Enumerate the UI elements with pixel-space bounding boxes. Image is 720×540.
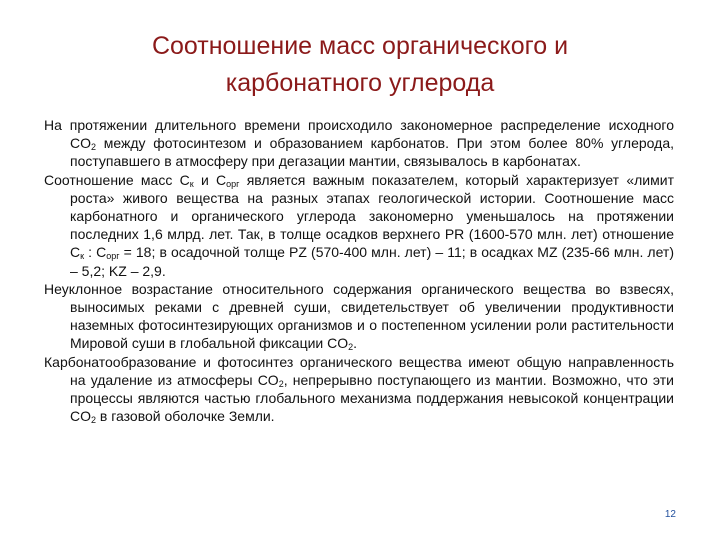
p1-text-b: между фотосинтезом и образованием карбонатов. При этом более 80% углерода, поступавшего в атмосферу при дегазации мантии, связывалось в карбонатах. (70, 135, 674, 170)
p2-text-a: Соотношение масс C (44, 171, 190, 188)
p2-text-c: является важным показателем, который характеризует «лимит роста» живого вещества на разных этапах геологической истории. Соотношение масс карбонатного и органического углерода закономерно уменьшалось на протяжении последних 1,6 млрд. лет. Так, в толще осадков верхнего PR (1600-570 млн. лет) отношение C (70, 171, 674, 261)
slide-body (44, 116, 674, 425)
slide-title (60, 28, 660, 102)
p2-sub-4: орг (106, 251, 120, 262)
p2-text-d: : C (84, 244, 107, 261)
p1-sub-1: 2 (91, 142, 97, 153)
p2-sub-1: к (189, 178, 194, 189)
page-number: 12 (664, 509, 676, 520)
p4-text-c: в газовой оболочке Земли. (96, 408, 275, 425)
p4-text-b: , непрерывно поступающего из мантии. Возможно, что эти процессы являются частью глобального механизма поддержания невысокой концентрации CO (70, 371, 674, 425)
p3-text-b: . (353, 335, 358, 352)
title-line-1: Соотношение масс органического и (151, 32, 569, 60)
paragraph-1 (44, 116, 674, 171)
p2-sub-2: орг (226, 178, 240, 189)
paragraph-4 (44, 353, 674, 426)
p1-text-a: На протяжении длительного времени происходило закономерное распределение исходного CO (44, 117, 674, 152)
p4-text-a: Карбонатообразование и фотосинтез органического вещества имеют общую направленность на удаление из атмосферы CO (44, 353, 674, 388)
paragraph-2 (44, 171, 674, 280)
p3-text-a: Неуклонное возрастание относительного содержания органического вещества во взвесях, выносимых реками с древней суши, свидетельствует об увеличении продуктивности наземных фотосинтезирующих организмов и о постепенном усилении роли растительности Мировой суши в глобальной фиксации CO (44, 280, 674, 352)
p2-text-e: = 18; в осадочной толще PZ (570-400 млн. лет) – 11; в осадках MZ (235-66 млн. лет) – 5,2; KZ – 2,9. (70, 244, 674, 279)
p2-sub-3: к (80, 251, 85, 262)
p3-sub-1: 2 (348, 342, 354, 353)
p4-sub-1: 2 (278, 378, 284, 389)
paragraph-3 (44, 280, 674, 353)
p2-text-b: и C (193, 171, 227, 188)
title-line-2: карбонатного углерода (225, 69, 495, 97)
p4-sub-2: 2 (91, 415, 97, 426)
